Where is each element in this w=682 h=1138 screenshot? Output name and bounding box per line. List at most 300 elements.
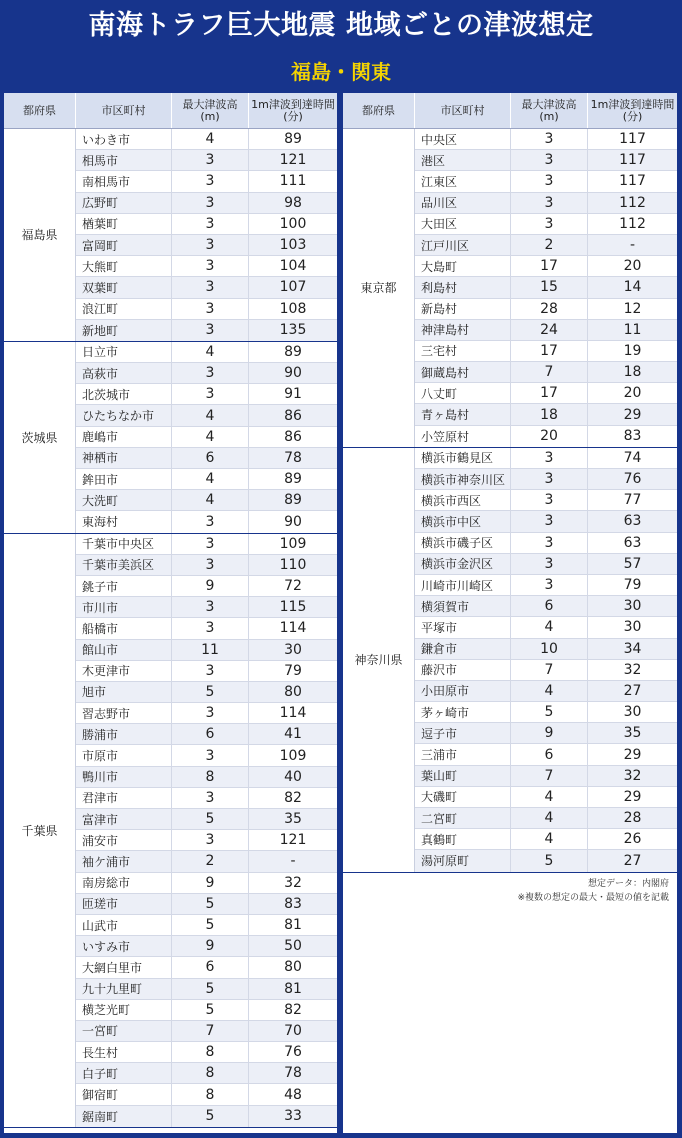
arrival-time: 109 <box>279 535 307 552</box>
table-row <box>76 555 337 576</box>
max-tsunami-height: 8 <box>172 1084 249 1104</box>
arrival-time: 32 <box>623 661 642 678</box>
arrival-time: 117 <box>619 173 646 190</box>
city-name: 小田原市 <box>415 681 511 701</box>
arrival-time: 86 <box>284 428 302 445</box>
city-name: 新地町 <box>76 320 172 341</box>
page-title: 南海トラフ巨大地震 地域ごとの津波想定 <box>88 10 594 41</box>
max-tsunami-height: 17 <box>511 341 588 361</box>
max-tsunami-height: 2 <box>172 851 249 871</box>
arrival-time: 82 <box>284 1001 302 1018</box>
arrival-time: 89 <box>284 131 302 148</box>
arrival-time: 104 <box>279 258 307 275</box>
max-tsunami-height: 15 <box>511 277 588 297</box>
prefecture-name: 福島県 <box>4 129 76 341</box>
table-row <box>415 787 677 808</box>
arrival-time: 78 <box>284 449 302 466</box>
city-name: いわき市 <box>76 129 172 149</box>
table-row <box>76 1021 337 1042</box>
city-name: 横浜市神奈川区 <box>415 469 511 489</box>
city-name: 北茨城市 <box>76 384 172 404</box>
arrival-time: 86 <box>284 407 302 424</box>
table-row <box>76 915 337 936</box>
table-row <box>415 554 677 575</box>
max-tsunami-height: 5 <box>172 682 249 702</box>
city-name: 小笠原村 <box>415 426 511 447</box>
table-row <box>415 617 677 638</box>
city-name: 浦安市 <box>76 830 172 850</box>
city-name: ひたちなか市 <box>76 405 172 425</box>
city-name: 市原市 <box>76 745 172 765</box>
max-tsunami-height: 4 <box>511 681 588 701</box>
max-tsunami-height: 17 <box>511 256 588 276</box>
max-tsunami-height: 7 <box>511 660 588 680</box>
city-name: 匝瑳市 <box>76 894 172 914</box>
max-tsunami-height: 3 <box>172 256 249 276</box>
table-row <box>415 299 677 320</box>
arrival-time: 11 <box>623 321 642 338</box>
arrival-time: 80 <box>284 959 302 976</box>
table-row <box>76 979 337 1000</box>
city-name: 東海村 <box>76 511 172 532</box>
city-name: 旭市 <box>76 682 172 702</box>
city-name: 横浜市金沢区 <box>415 554 511 574</box>
max-tsunami-height: 4 <box>172 129 249 149</box>
city-name: 茅ヶ崎市 <box>415 702 511 722</box>
max-tsunami-height: 3 <box>511 150 588 170</box>
city-name: 八丈町 <box>415 383 511 403</box>
table-row <box>76 724 337 745</box>
max-tsunami-height: 8 <box>172 1042 249 1062</box>
city-name: 相馬市 <box>76 150 172 170</box>
table-row <box>415 171 677 192</box>
header-city: 市区町村 <box>415 93 511 128</box>
arrival-time: 117 <box>619 131 646 148</box>
header-height: 最大津波高 (m) <box>172 93 249 128</box>
table-row <box>415 575 677 596</box>
city-name: 横芝光町 <box>76 1000 172 1020</box>
header-pref: 都府県 <box>343 93 415 128</box>
city-name: 楢葉町 <box>76 214 172 234</box>
arrival-time: 32 <box>623 767 642 784</box>
arrival-time: 98 <box>284 194 302 211</box>
nhk-logo: NHK <box>617 1107 674 1132</box>
max-tsunami-height: 4 <box>172 427 249 447</box>
table-row <box>415 320 677 341</box>
table-row <box>415 426 677 447</box>
arrival-time: 76 <box>284 1044 302 1061</box>
max-tsunami-height: 11 <box>172 640 249 660</box>
city-name: 川崎市川崎区 <box>415 575 511 595</box>
max-tsunami-height: 8 <box>172 1063 249 1083</box>
max-tsunami-height: 9 <box>511 723 588 743</box>
city-name: 銚子市 <box>76 576 172 596</box>
max-tsunami-height: 3 <box>172 745 249 765</box>
max-tsunami-height: 3 <box>511 129 588 149</box>
city-name: 利島村 <box>415 277 511 297</box>
table-row <box>415 808 677 829</box>
city-name: 横浜市西区 <box>415 490 511 510</box>
table-row <box>76 936 337 957</box>
arrival-time: 41 <box>284 726 302 743</box>
city-name: 大網白里市 <box>76 957 172 977</box>
arrival-time: 79 <box>284 662 302 679</box>
city-name: 一宮町 <box>76 1021 172 1041</box>
arrival-time: 78 <box>284 1065 302 1082</box>
city-name: 真鶴町 <box>415 829 511 849</box>
city-name: 三浦市 <box>415 744 511 764</box>
arrival-time: 29 <box>623 788 642 805</box>
arrival-time: 27 <box>623 682 642 699</box>
max-tsunami-height: 3 <box>172 788 249 808</box>
table-row <box>415 596 677 617</box>
arrival-time: 76 <box>623 471 642 488</box>
arrival-time: 33 <box>284 1108 302 1125</box>
max-tsunami-height: 3 <box>172 235 249 255</box>
page-subtitle: 福島・関東 <box>291 60 391 84</box>
table-row <box>76 469 337 490</box>
arrival-time: 40 <box>284 768 302 785</box>
table-row <box>76 384 337 405</box>
max-tsunami-height: 3 <box>172 618 249 638</box>
left-table <box>4 93 337 1133</box>
table-row <box>76 299 337 320</box>
max-tsunami-height: 7 <box>511 362 588 382</box>
arrival-time: 90 <box>284 513 302 530</box>
table-row <box>415 744 677 765</box>
arrival-time: 100 <box>279 215 307 232</box>
note-disclaimer: ※複数の想定の最大・最短の値を記載 <box>517 892 669 903</box>
table-row <box>76 576 337 597</box>
arrival-time: 121 <box>279 152 307 169</box>
arrival-time: 27 <box>623 852 642 869</box>
arrival-time: 109 <box>279 747 307 764</box>
city-name: 大田区 <box>415 214 511 234</box>
source-notes <box>343 873 677 905</box>
arrival-time: 30 <box>623 598 642 615</box>
arrival-time: 107 <box>279 279 307 296</box>
table-row <box>415 766 677 787</box>
prefecture-name: 神奈川県 <box>343 448 415 872</box>
table-row <box>415 193 677 214</box>
prefecture-name: 茨城県 <box>4 342 76 533</box>
table-body <box>4 129 337 1128</box>
max-tsunami-height: 28 <box>511 299 588 319</box>
table-row <box>76 1106 337 1127</box>
max-tsunami-height: 5 <box>172 915 249 935</box>
prefecture-group <box>4 534 337 1128</box>
city-name: 鉾田市 <box>76 469 172 489</box>
arrival-time: 63 <box>623 534 642 551</box>
table-row <box>76 405 337 426</box>
city-name: 逗子市 <box>415 723 511 743</box>
table-row <box>415 639 677 660</box>
city-name: 横浜市磯子区 <box>415 533 511 553</box>
arrival-time: 108 <box>279 300 307 317</box>
city-name: 港区 <box>415 150 511 170</box>
city-name: 勝浦市 <box>76 724 172 744</box>
arrival-time: 26 <box>623 831 642 848</box>
max-tsunami-height: 3 <box>172 150 249 170</box>
arrival-time: 121 <box>279 832 307 849</box>
table-row <box>415 256 677 277</box>
arrival-time: 72 <box>284 578 302 595</box>
max-tsunami-height: 3 <box>172 299 249 319</box>
city-name: 鴨川市 <box>76 767 172 787</box>
city-name: 南房総市 <box>76 873 172 893</box>
table-row <box>76 809 337 830</box>
table-row <box>415 681 677 702</box>
arrival-time: 111 <box>279 173 307 190</box>
city-name: 白子町 <box>76 1063 172 1083</box>
max-tsunami-height: 3 <box>172 214 249 234</box>
arrival-time: 110 <box>279 556 307 573</box>
city-name: 横浜市中区 <box>415 511 511 531</box>
header-time: 1m津波到達時間 (分) <box>590 97 675 123</box>
city-name: 横浜市鶴見区 <box>415 448 511 468</box>
city-name: 富岡町 <box>76 235 172 255</box>
table-row <box>76 534 337 555</box>
table-row <box>76 490 337 511</box>
city-name: 高萩市 <box>76 363 172 383</box>
max-tsunami-height: 5 <box>172 1106 249 1127</box>
table-row <box>415 829 677 850</box>
max-tsunami-height: 6 <box>172 448 249 468</box>
arrival-time: 30 <box>284 641 302 658</box>
max-tsunami-height: 3 <box>511 575 588 595</box>
arrival-time: - <box>629 237 636 254</box>
arrival-time: 79 <box>623 577 642 594</box>
table-row <box>415 129 677 150</box>
table-row <box>415 341 677 362</box>
city-name: 青ヶ島村 <box>415 404 511 424</box>
prefecture-group <box>4 129 337 342</box>
city-name: 九十九里町 <box>76 979 172 999</box>
city-name: 横須賀市 <box>415 596 511 616</box>
table-row <box>415 723 677 744</box>
table-header <box>4 93 337 129</box>
max-tsunami-height: 5 <box>511 702 588 722</box>
arrival-time: 90 <box>284 365 302 382</box>
arrival-time: 89 <box>284 492 302 509</box>
arrival-time: 30 <box>623 619 642 636</box>
max-tsunami-height: 5 <box>172 979 249 999</box>
arrival-time: 91 <box>284 386 302 403</box>
table-body <box>343 129 677 873</box>
max-tsunami-height: 6 <box>511 744 588 764</box>
city-name: 大磯町 <box>415 787 511 807</box>
header-time: 1m津波到達時間 (分) <box>251 97 335 123</box>
arrival-time: 29 <box>623 746 642 763</box>
max-tsunami-height: 3 <box>172 830 249 850</box>
arrival-time: 82 <box>284 789 302 806</box>
city-name: 江東区 <box>415 171 511 191</box>
table-row <box>76 150 337 171</box>
max-tsunami-height: 3 <box>172 384 249 404</box>
max-tsunami-height: 3 <box>511 469 588 489</box>
max-tsunami-height: 4 <box>172 490 249 510</box>
table-row <box>76 703 337 724</box>
prefecture-group <box>343 448 677 873</box>
city-name: 木更津市 <box>76 661 172 681</box>
table-row <box>415 660 677 681</box>
city-name: 館山市 <box>76 640 172 660</box>
max-tsunami-height: 6 <box>511 596 588 616</box>
city-name: 千葉市美浜区 <box>76 555 172 575</box>
max-tsunami-height: 3 <box>511 171 588 191</box>
table-row <box>76 193 337 214</box>
max-tsunami-height: 3 <box>172 363 249 383</box>
table-row <box>76 830 337 851</box>
max-tsunami-height: 4 <box>511 808 588 828</box>
max-tsunami-height: 3 <box>511 554 588 574</box>
city-name: 日立市 <box>76 342 172 362</box>
arrival-time: 63 <box>623 513 642 530</box>
table-row <box>76 1000 337 1021</box>
arrival-time: 70 <box>284 1022 302 1039</box>
max-tsunami-height: 3 <box>172 320 249 341</box>
max-tsunami-height: 3 <box>511 214 588 234</box>
table-row <box>415 850 677 871</box>
city-name: 君津市 <box>76 788 172 808</box>
table-row <box>76 957 337 978</box>
arrival-time: 115 <box>279 599 307 616</box>
city-name: 江戸川区 <box>415 235 511 255</box>
arrival-time: 29 <box>623 406 642 423</box>
table-row <box>76 235 337 256</box>
table-row <box>415 383 677 404</box>
arrival-time: 81 <box>284 917 302 934</box>
city-name: 船橋市 <box>76 618 172 638</box>
max-tsunami-height: 3 <box>172 534 249 554</box>
max-tsunami-height: 5 <box>172 809 249 829</box>
table-row <box>76 214 337 235</box>
header-pref: 都府県 <box>4 93 76 128</box>
city-name: 平塚市 <box>415 617 511 637</box>
max-tsunami-height: 20 <box>511 426 588 447</box>
table-row <box>76 894 337 915</box>
city-name: 新島村 <box>415 299 511 319</box>
city-name: 中央区 <box>415 129 511 149</box>
arrival-time: 117 <box>619 152 646 169</box>
arrival-time: 50 <box>284 938 302 955</box>
header-city: 市区町村 <box>76 93 172 128</box>
arrival-time: 28 <box>623 810 642 827</box>
header-height: 最大津波高 (m) <box>511 93 588 128</box>
table-row <box>415 702 677 723</box>
max-tsunami-height: 10 <box>511 639 588 659</box>
max-tsunami-height: 3 <box>172 277 249 297</box>
max-tsunami-height: 18 <box>511 404 588 424</box>
arrival-time: 80 <box>284 683 302 700</box>
max-tsunami-height: 8 <box>172 767 249 787</box>
note-source: 想定データ：内閣府 <box>587 878 669 889</box>
max-tsunami-height: 3 <box>172 597 249 617</box>
table-row <box>76 363 337 384</box>
table-row <box>76 427 337 448</box>
table-row <box>415 150 677 171</box>
city-name: 袖ケ浦市 <box>76 851 172 871</box>
table-row <box>415 235 677 256</box>
arrival-time: 14 <box>623 279 642 296</box>
city-name: 御蔵島村 <box>415 362 511 382</box>
arrival-time: - <box>290 853 296 870</box>
arrival-time: 135 <box>279 322 307 339</box>
max-tsunami-height: 5 <box>172 894 249 914</box>
arrival-time: 48 <box>284 1086 302 1103</box>
prefecture-name: 東京都 <box>343 129 415 447</box>
city-name: 双葉町 <box>76 277 172 297</box>
max-tsunami-height: 24 <box>511 320 588 340</box>
city-name: 葉山町 <box>415 766 511 786</box>
table-row <box>76 745 337 766</box>
max-tsunami-height: 9 <box>172 936 249 956</box>
table-header <box>343 93 677 129</box>
arrival-time: 34 <box>623 640 642 657</box>
city-name: 広野町 <box>76 193 172 213</box>
max-tsunami-height: 3 <box>511 533 588 553</box>
city-name: 三宅村 <box>415 341 511 361</box>
max-tsunami-height: 6 <box>172 957 249 977</box>
city-name: 鋸南町 <box>76 1106 172 1127</box>
table-row <box>415 511 677 532</box>
arrival-time: 19 <box>623 342 642 359</box>
arrival-time: 30 <box>623 704 642 721</box>
city-name: 二宮町 <box>415 808 511 828</box>
arrival-time: 35 <box>284 811 302 828</box>
max-tsunami-height: 3 <box>511 511 588 531</box>
city-name: 習志野市 <box>76 703 172 723</box>
max-tsunami-height: 3 <box>172 661 249 681</box>
table-row <box>76 320 337 341</box>
table-row <box>76 277 337 298</box>
city-name: 鎌倉市 <box>415 639 511 659</box>
table-row <box>415 448 677 469</box>
city-name: 大島町 <box>415 256 511 276</box>
city-name: 神津島村 <box>415 320 511 340</box>
city-name: 湯河原町 <box>415 850 511 871</box>
max-tsunami-height: 3 <box>172 703 249 723</box>
max-tsunami-height: 5 <box>172 1000 249 1020</box>
city-name: 千葉市中央区 <box>76 534 172 554</box>
arrival-time: 89 <box>284 343 302 360</box>
table-row <box>76 129 337 150</box>
arrival-time: 57 <box>623 555 642 572</box>
table-row <box>415 214 677 235</box>
right-table <box>343 93 677 1133</box>
table-row <box>76 597 337 618</box>
max-tsunami-height: 4 <box>511 829 588 849</box>
max-tsunami-height: 9 <box>172 873 249 893</box>
city-name: 神栖市 <box>76 448 172 468</box>
arrival-time: 81 <box>284 980 302 997</box>
arrival-time: 20 <box>623 385 642 402</box>
table-row <box>76 1042 337 1063</box>
prefecture-group <box>343 129 677 448</box>
table-row <box>76 171 337 192</box>
arrival-time: 83 <box>623 428 642 445</box>
table-row <box>76 256 337 277</box>
table-row <box>76 1063 337 1084</box>
city-name: 長生村 <box>76 1042 172 1062</box>
table-row <box>415 362 677 383</box>
city-name: 御宿町 <box>76 1084 172 1104</box>
max-tsunami-height: 3 <box>511 193 588 213</box>
max-tsunami-height: 3 <box>172 511 249 532</box>
arrival-time: 12 <box>623 300 642 317</box>
table-row <box>76 661 337 682</box>
max-tsunami-height: 3 <box>511 490 588 510</box>
